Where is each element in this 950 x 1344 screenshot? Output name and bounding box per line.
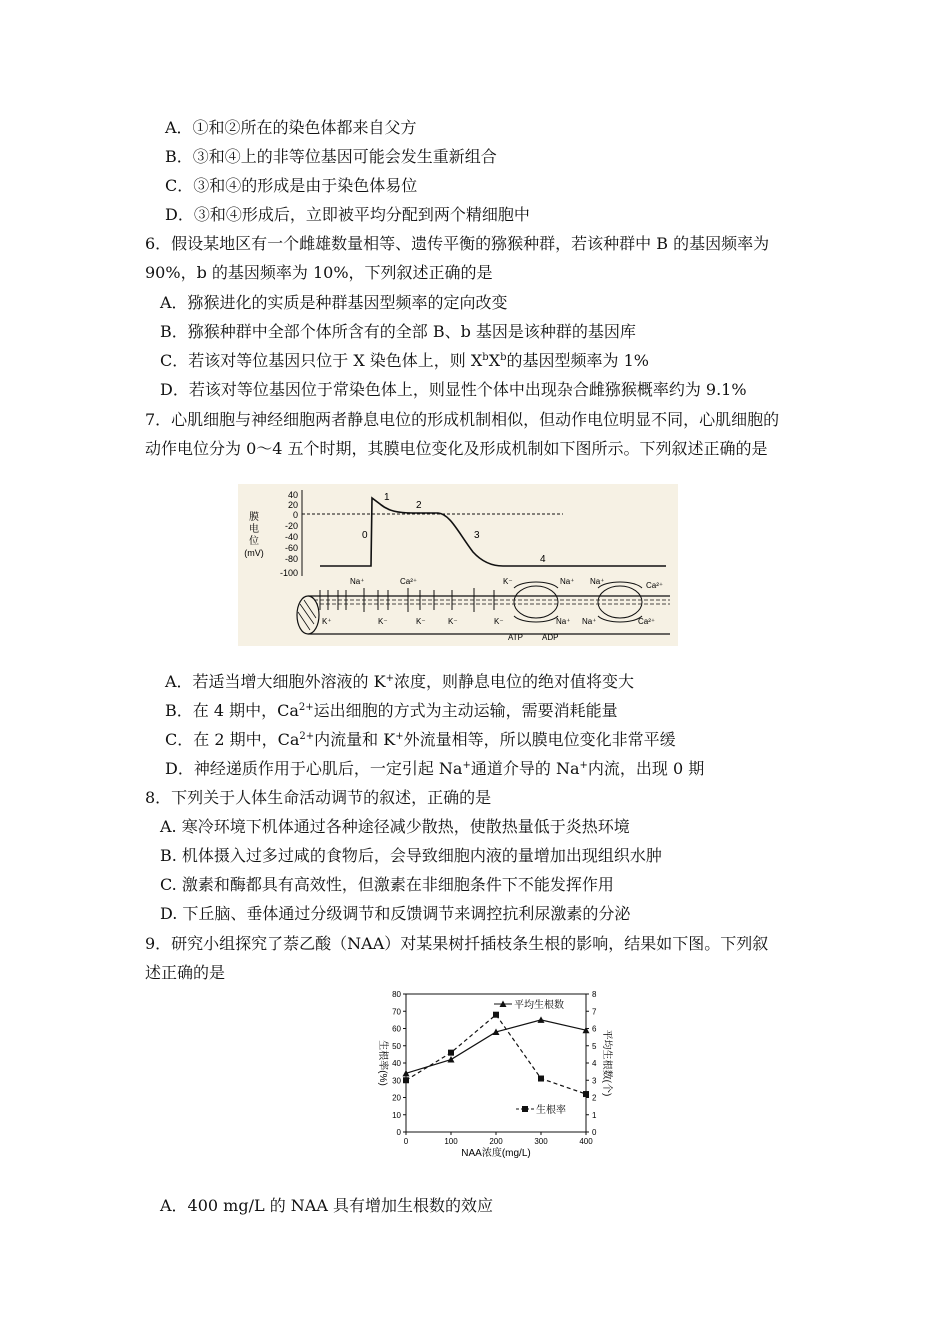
ion-label: Na⁺ <box>590 577 605 586</box>
ion-label: K⁺ <box>322 617 332 626</box>
y-tick: -40 <box>284 532 298 542</box>
q7-option-a <box>165 672 634 692</box>
phase-label: 4 <box>540 554 546 565</box>
phase-label: 2 <box>416 500 422 511</box>
y-left-tick-label: 10 <box>392 1110 401 1120</box>
x-tick-label: 400 <box>579 1137 593 1146</box>
q5-option-b: B．③和④上的非等位基因可能会发生重新组合 <box>165 147 497 166</box>
y-tick: 40 <box>287 490 298 500</box>
y-right-tick-label: 7 <box>592 1007 597 1017</box>
q7-d-sup: + <box>579 760 588 771</box>
ion-label: Na⁺ <box>350 577 365 586</box>
y-left-tick-label: 60 <box>392 1024 401 1034</box>
q7-option-b <box>165 701 618 721</box>
y-left-tick-label: 50 <box>392 1041 401 1051</box>
q7-c-sup: 2+ <box>299 731 315 742</box>
ion-label: K⁻ <box>494 617 504 626</box>
q5-option-a: A．①和②所在的染色体都来自父方 <box>165 118 417 137</box>
atp-label: ATP <box>508 633 523 642</box>
y-label-char: 膜 <box>249 512 259 523</box>
q6-c-text: X <box>488 351 501 370</box>
y-tick: -60 <box>284 543 298 553</box>
y-tick: 20 <box>287 500 298 510</box>
y-left-tick-label: 0 <box>396 1128 401 1137</box>
naa-chart-svg <box>366 986 616 1162</box>
q7-d-sup: + <box>462 760 471 771</box>
q6-option-c <box>160 351 649 371</box>
data-point-rooting-rate <box>403 1077 409 1083</box>
q6-option-d: D．若该对等位基因位于常染色体上，则显性个体中出现杂合雌猕猴概率约为 9.1% <box>160 380 747 399</box>
legend-label-root-count: 平均生根数 <box>514 1000 564 1011</box>
q8-option-b: B. 机体摄入过多过咸的食物后，会导致细胞内液的量增加出现组织水肿 <box>160 846 662 865</box>
q8-option-d: D. 下丘脑、垂体通过分级调节和反馈调节来调控抗利尿激素的分泌 <box>160 904 631 923</box>
q7-c-sup: + <box>395 731 404 742</box>
x-tick-label: 300 <box>534 1137 548 1146</box>
x-axis-label: NAA浓度(mg/L) <box>461 1148 531 1159</box>
legend-label-rooting-rate: 生根率 <box>536 1105 566 1116</box>
x-tick-label: 200 <box>489 1137 503 1146</box>
y-right-tick-label: 3 <box>592 1076 597 1086</box>
y-right-tick-label: 1 <box>592 1110 597 1120</box>
data-point-root-count <box>538 1016 545 1023</box>
series-line-rooting-rate <box>406 1015 586 1094</box>
y-tick: -20 <box>284 521 298 531</box>
phase-label: 3 <box>474 530 480 541</box>
data-point-rooting-rate <box>493 1012 499 1018</box>
q9-option-a: A．400 mg/L 的 NAA 具有增加生根数的效应 <box>160 1196 493 1215</box>
q8-stem: 8．下列关于人体生命活动调节的叙述，正确的是 <box>145 788 492 807</box>
data-point-rooting-rate <box>583 1091 589 1097</box>
ion-label: Na⁺ <box>582 617 597 626</box>
q6-c-sup: b <box>482 352 489 363</box>
x-tick-label: 0 <box>403 1137 409 1146</box>
q7-b-text: B．在 4 期中，Ca <box>165 701 299 720</box>
q7-c-text: 内流量和 K <box>314 730 396 749</box>
y-unit: (mV) <box>244 548 264 558</box>
legend-marker-rooting-rate <box>522 1106 528 1112</box>
q9-stem-line1: 9．研究小组探究了萘乙酸（NAA）对某果树扦插枝条生根的影响，结果如下图。下列叙 <box>145 934 769 953</box>
y-right-tick-label: 2 <box>592 1093 597 1103</box>
q6-option-b: B．猕猴种群中全部个体所含有的全部 B、b 基因是该种群的基因库 <box>160 322 636 341</box>
y-right-tick-label: 8 <box>592 990 597 999</box>
y-left-axis-label: 生根率(%) <box>377 1040 388 1086</box>
q7-stem-line2: 动作电位分为 0～4 五个时期，其膜电位变化及形成机制如下图所示。下列叙述正确的是 <box>145 439 768 458</box>
y-right-tick-label: 5 <box>592 1041 597 1051</box>
naa-chart <box>366 986 616 1162</box>
q7-b-text: 运出细胞的方式为主动运输，需要消耗能量 <box>313 701 618 720</box>
q6-stem-line2: 90%，b 的基因频率为 10%，下列叙述正确的是 <box>145 263 493 282</box>
data-point-rooting-rate <box>448 1050 454 1056</box>
action-potential-figure <box>238 484 678 646</box>
y-right-tick-label: 0 <box>592 1128 597 1137</box>
q7-d-text: 内流，出现 0 期 <box>587 759 705 778</box>
y-right-tick-label: 6 <box>592 1024 597 1034</box>
q6-c-text: 的基因型频率为 1% <box>506 351 649 370</box>
q7-option-c <box>165 730 676 750</box>
ion-label: K⁻ <box>378 617 388 626</box>
ion-label: Ca²⁺ <box>646 581 664 590</box>
adp-label: ADP <box>542 633 559 642</box>
ion-label: Ca²⁺ <box>638 617 656 626</box>
q7-option-d <box>165 759 704 779</box>
y-tick: -80 <box>284 554 298 564</box>
ion-label: Na⁺ <box>556 617 571 626</box>
q9-stem-line2: 述正确的是 <box>145 963 226 982</box>
action-potential-svg <box>238 484 678 646</box>
x-tick-label: 100 <box>444 1137 458 1146</box>
data-point-rooting-rate <box>538 1076 544 1082</box>
q6-stem-line1: 6．假设某地区有一个雌雄数量相等、遗传平衡的猕猴种群，若该种群中 B 的基因频率为 <box>145 234 770 253</box>
phase-label: 1 <box>384 492 390 503</box>
y-tick: 0 <box>292 510 298 520</box>
q7-c-text: 外流量相等，所以膜电位变化非常平缓 <box>403 730 676 749</box>
q6-c-text: C．若该对等位基因只位于 X 染色体上，则 X <box>160 351 483 370</box>
q8-option-c: C. 激素和酶都具有高效性，但激素在非细胞条件下不能发挥作用 <box>160 875 614 894</box>
y-left-tick-label: 20 <box>392 1093 401 1103</box>
y-tick: -100 <box>279 568 298 578</box>
q5-option-c: C．③和④的形成是由于染色体易位 <box>165 176 418 195</box>
y-label-char: 位 <box>249 536 259 547</box>
ion-label: K⁻ <box>416 617 426 626</box>
q7-d-text: D．神经递质作用于心肌后，一定引起 Na <box>165 759 463 778</box>
y-left-tick-label: 30 <box>392 1076 401 1086</box>
y-right-axis-label: 平均生根数(个) <box>601 1029 612 1097</box>
q7-a-text: 浓度，则静息电位的绝对值将变大 <box>394 672 635 691</box>
series-line-root-count <box>406 1020 586 1073</box>
phase-label: 0 <box>362 530 368 541</box>
q7-c-text: C．在 2 期中，Ca <box>165 730 300 749</box>
q7-d-text: 通道介导的 Na <box>470 759 580 778</box>
q5-option-d: D．③和④形成后，立即被平均分配到两个精细胞中 <box>165 205 530 224</box>
y-left-tick-label: 40 <box>392 1059 401 1068</box>
q6-c-sup: b <box>500 352 507 363</box>
q8-option-a: A. 寒冷环境下机体通过各种途径减少散热，使散热量低于炎热环境 <box>160 817 630 836</box>
ion-label: K⁻ <box>503 577 513 586</box>
y-left-tick-label: 80 <box>392 990 401 999</box>
y-left-tick-label: 70 <box>392 1007 401 1017</box>
q7-stem-line1: 7．心肌细胞与神经细胞两者静息电位的形成机制相似，但动作电位明显不同，心肌细胞的 <box>145 410 780 429</box>
y-right-tick-label: 4 <box>592 1059 597 1068</box>
ion-label: Na⁺ <box>560 577 575 586</box>
q7-b-sup: 2+ <box>298 702 314 713</box>
ion-label: K⁻ <box>448 617 458 626</box>
q7-a-text: A．若适当增大细胞外溶液的 K <box>165 672 386 691</box>
data-point-root-count <box>448 1056 455 1063</box>
ion-label: Ca²⁺ <box>400 577 418 586</box>
y-label-char: 电 <box>249 524 259 535</box>
q7-a-sup: + <box>385 673 394 684</box>
q6-option-a: A．猕猴进化的实质是种群基因型频率的定向改变 <box>160 293 508 312</box>
